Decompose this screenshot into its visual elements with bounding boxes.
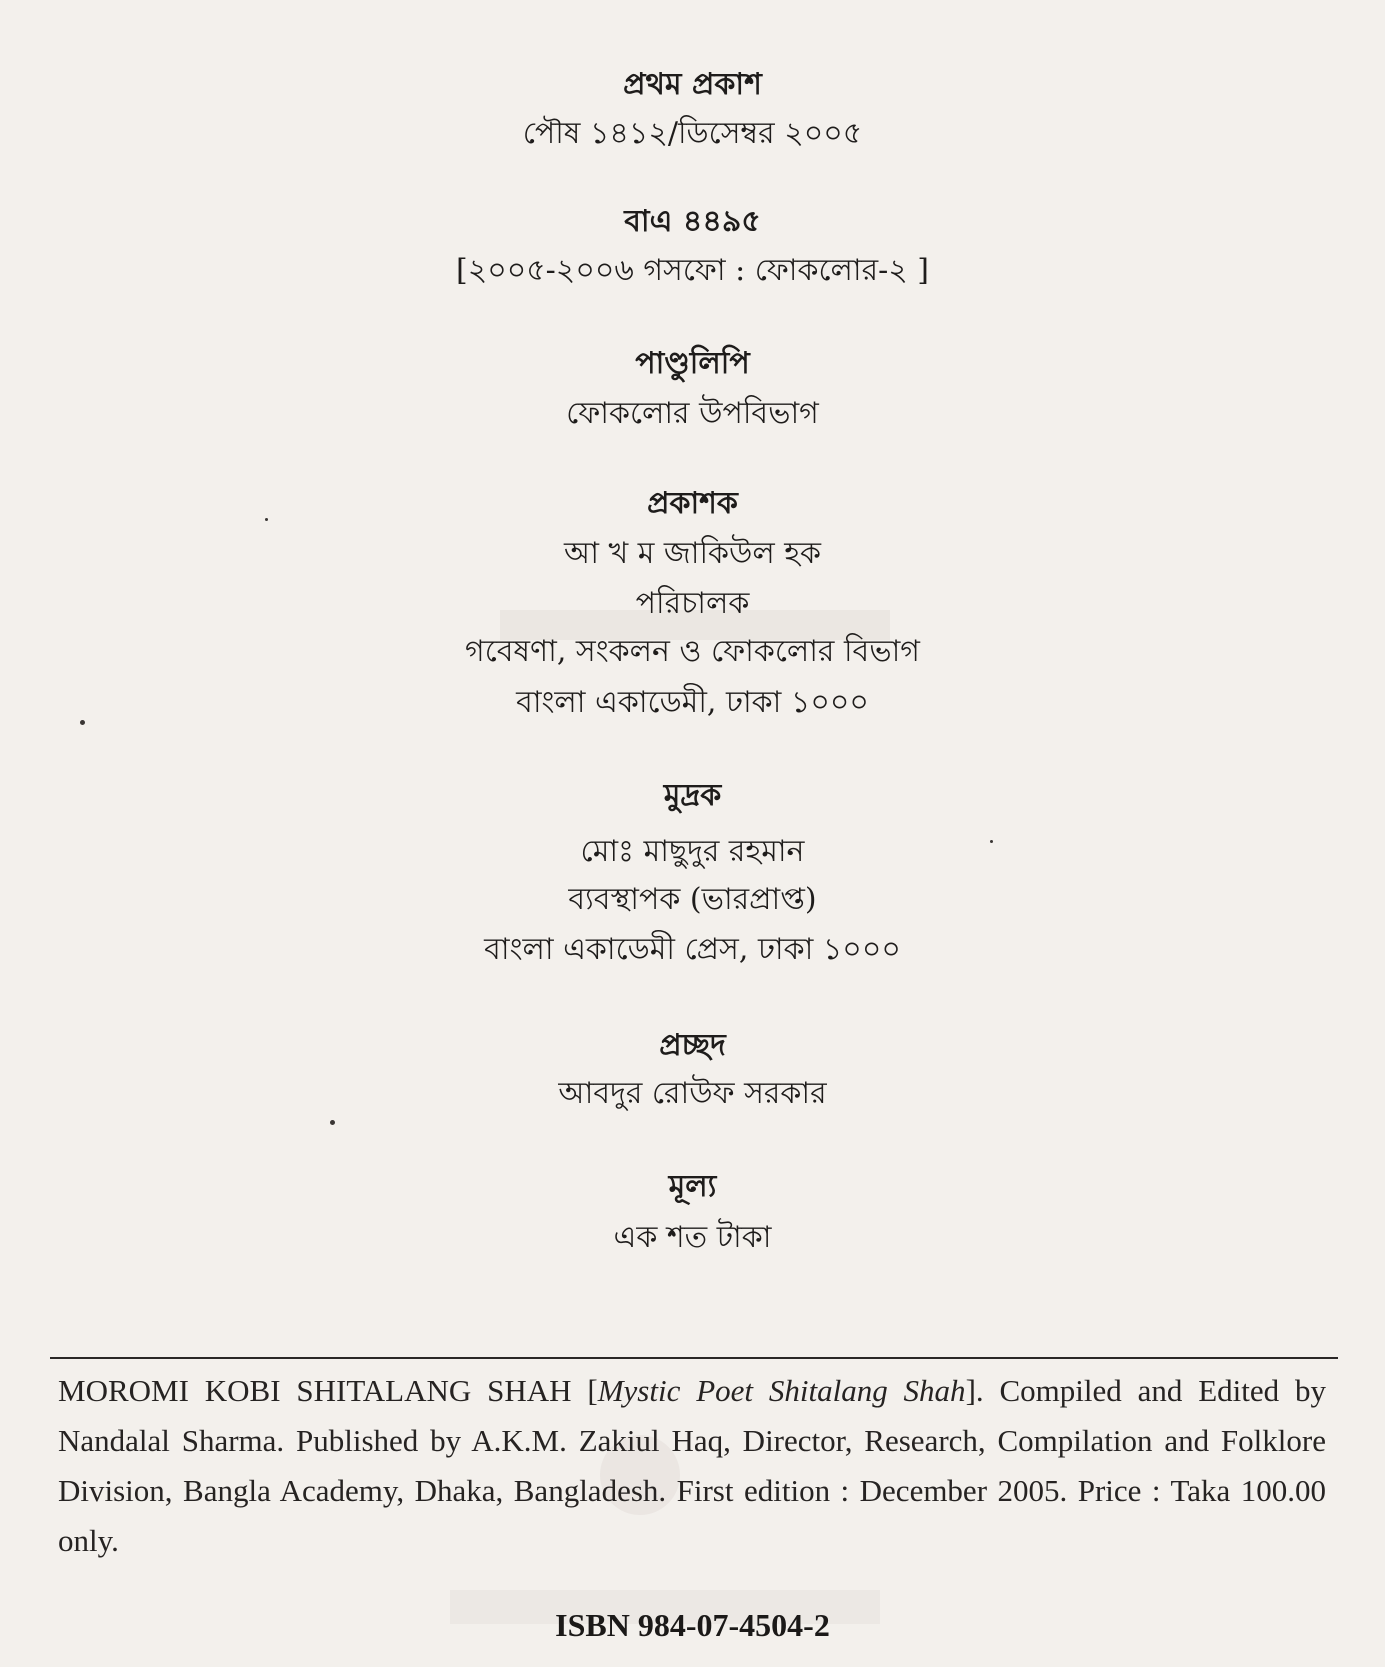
publisher-division: গবেষণা, সংকলন ও ফোকলোর বিভাগ	[465, 634, 920, 669]
cover-value: আবদুর রোউফ সরকার	[558, 1076, 827, 1111]
dust-speck	[80, 720, 85, 725]
cover-label: প্রচ্ছদ	[659, 1028, 726, 1063]
printer-title: ব্যবস্থাপক (ভারপ্রাপ্ত)	[568, 882, 817, 917]
publisher-label: প্রকাশক	[647, 486, 738, 521]
dust-speck	[265, 518, 268, 521]
ba-number: বাএ ৪৪৯৫	[624, 204, 761, 239]
printer-name: মোঃ মাছুদুর রহমান	[580, 834, 805, 869]
dust-speck	[990, 840, 993, 843]
first-publication-date: পৌষ ১৪১২/ডিসেম্বর ২০০৫	[522, 116, 863, 151]
colophon-title: MOROMI KOBI SHITALANG SHAH [	[58, 1373, 598, 1408]
colophon-title-english: Mystic Poet Shitalang Shah	[597, 1373, 966, 1408]
isbn: ISBN 984-07-4504-2	[555, 1607, 830, 1643]
manuscript-value: ফোকলোর উপবিভাগ	[566, 396, 819, 431]
divider-rule	[50, 1357, 1338, 1359]
first-publication-label: প্রথম প্রকাশ	[623, 67, 762, 102]
series-note: [২০০৫-২০০৬ গসফো : ফোকলোর-২ ]	[455, 253, 929, 288]
english-colophon	[58, 1366, 1326, 1566]
publisher-name: আ খ ম জাকিউল হক	[563, 536, 822, 571]
colophon-text: ]. Compiled and Edited by Nandalal Sharma. Published by A.K.M. Zakiul Haq, Director, Research, Compilation and Folklore Division, Bangla Academy, Dhaka, Bangladesh. First edition : December 2005. Price : Taka 100.00 only.	[58, 1373, 1327, 1558]
price-value: এক শত টাকা	[613, 1220, 772, 1255]
printer-label: মুদ্রক	[663, 778, 722, 813]
manuscript-label: পাণ্ডুলিপি	[635, 346, 750, 381]
price-label: মূল্য	[668, 1169, 717, 1204]
printer-address: বাংলা একাডেমী প্রেস, ঢাকা ১০০০	[484, 932, 901, 967]
dust-speck	[330, 1120, 335, 1125]
publisher-address: বাংলা একাডেমী, ঢাকা ১০০০	[516, 685, 869, 720]
publisher-title: পরিচালক	[635, 586, 750, 621]
